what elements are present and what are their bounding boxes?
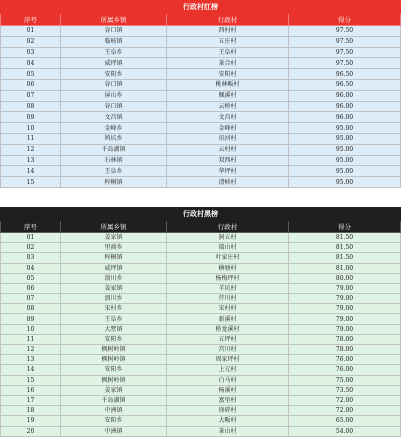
cell-village: 云村村	[167, 144, 289, 155]
cell-score: 95.00	[289, 133, 401, 144]
cell-index: 01	[1, 26, 61, 37]
black-list-header-row	[1, 220, 401, 232]
table-row	[1, 263, 401, 273]
table-row	[1, 123, 401, 134]
cell-score: 72.00	[289, 406, 401, 416]
cell-index: 05	[1, 69, 61, 80]
cell-score: 95.00	[289, 177, 401, 188]
table-row	[1, 133, 401, 144]
cell-index: 18	[1, 406, 61, 416]
cell-village: 白马村	[167, 375, 289, 385]
cell-village: 清峡村	[167, 177, 289, 188]
cell-score: 65.00	[289, 416, 401, 426]
cell-village: 西村村	[167, 26, 289, 37]
cell-score: 95.00	[289, 123, 401, 134]
table-row	[1, 232, 401, 242]
cell-village: 杨梅坪村	[167, 273, 289, 283]
cell-index: 04	[1, 58, 61, 69]
cell-index: 13	[1, 355, 61, 365]
table-row	[1, 334, 401, 344]
cell-village: 茶山村	[167, 426, 289, 436]
cell-index: 13	[1, 155, 61, 166]
table-row	[1, 155, 401, 166]
cell-town: 安阳乡	[61, 334, 167, 344]
cell-score: 81.50	[289, 232, 401, 242]
cell-town: 中洲镇	[61, 406, 167, 416]
cell-village: 瑞山村	[167, 243, 289, 253]
cell-town: 安阳乡	[61, 69, 167, 80]
table-row	[1, 426, 401, 436]
red-list-title: 行政村红榜	[1, 1, 401, 14]
cell-index: 11	[1, 133, 61, 144]
cell-town: 千岛湖镇	[61, 144, 167, 155]
header-village: 行政村	[167, 14, 289, 26]
cell-index: 20	[1, 426, 61, 436]
cell-index: 14	[1, 166, 61, 177]
black-list-table	[0, 207, 401, 437]
table-row	[1, 406, 401, 416]
cell-score: 79.00	[289, 294, 401, 304]
cell-score: 97.50	[289, 58, 401, 69]
cell-index: 02	[1, 243, 61, 253]
table-row	[1, 101, 401, 112]
cell-town: 梓桐镇	[61, 253, 167, 263]
cell-index: 10	[1, 324, 61, 334]
cell-town: 大墅镇	[61, 324, 167, 334]
cell-score: 96.50	[289, 79, 401, 90]
cell-town: 文昌镇	[61, 112, 167, 123]
cell-village: 叶家庄村	[167, 253, 289, 263]
header-score: 得分	[289, 220, 401, 232]
cell-village: 双西村	[167, 155, 289, 166]
cell-town: 浪川乡	[61, 273, 167, 283]
table-row	[1, 324, 401, 334]
cell-town: 姜家镇	[61, 232, 167, 242]
cell-town: 谷口镇	[61, 79, 167, 90]
cell-score: 95.00	[289, 155, 401, 166]
cell-village: 羊坑村	[167, 283, 289, 293]
cell-score: 96.50	[289, 69, 401, 80]
cell-score: 81.00	[289, 263, 401, 273]
cell-town: 王阜乡	[61, 314, 167, 324]
cell-village: 云桥村	[167, 101, 289, 112]
cell-score: 80.00	[289, 273, 401, 283]
cell-score: 78.00	[289, 334, 401, 344]
cell-town: 梓桐镇	[61, 177, 167, 188]
table-row	[1, 47, 401, 58]
table-gap	[0, 188, 400, 207]
cell-village: 宋村村	[167, 304, 289, 314]
cell-village: 上元村	[167, 365, 289, 375]
cell-score: 78.00	[289, 345, 401, 355]
cell-town: 枫树岭镇	[61, 345, 167, 355]
cell-town: 谷口镇	[61, 101, 167, 112]
cell-score: 73.50	[289, 385, 401, 395]
cell-index: 16	[1, 385, 61, 395]
cell-score: 72.00	[289, 395, 401, 405]
cell-town: 安阳乡	[61, 365, 167, 375]
cell-index: 19	[1, 416, 61, 426]
table-row	[1, 69, 401, 80]
cell-index: 09	[1, 112, 61, 123]
cell-index: 09	[1, 314, 61, 324]
cell-score: 95.00	[289, 166, 401, 177]
cell-town: 谷口镇	[61, 26, 167, 37]
table-row	[1, 58, 401, 69]
cell-town: 屏山乡	[61, 90, 167, 101]
header-village: 行政村	[167, 220, 289, 232]
table-row	[1, 304, 401, 314]
cell-town: 威坪镇	[61, 58, 167, 69]
cell-index: 07	[1, 90, 61, 101]
cell-town: 威坪镇	[61, 263, 167, 273]
cell-index: 03	[1, 253, 61, 263]
cell-village: 芹川村	[167, 294, 289, 304]
cell-index: 06	[1, 79, 61, 90]
table-row	[1, 273, 401, 283]
cell-index: 04	[1, 263, 61, 273]
cell-town: 里商乡	[61, 243, 167, 253]
cell-score: 81.50	[289, 253, 401, 263]
cell-town: 鸠坑乡	[61, 133, 167, 144]
cell-town: 枫树岭镇	[61, 375, 167, 385]
black-list-title: 行政村黑榜	[1, 207, 401, 220]
cell-index: 03	[1, 47, 61, 58]
cell-score: 97.50	[289, 47, 401, 58]
table-row	[1, 243, 401, 253]
cell-index: 08	[1, 101, 61, 112]
cell-index: 05	[1, 273, 61, 283]
cell-score: 96.00	[289, 90, 401, 101]
table-row	[1, 375, 401, 385]
table-row	[1, 166, 401, 177]
cell-score: 54.00	[289, 426, 401, 436]
cell-index: 07	[1, 294, 61, 304]
table-row	[1, 177, 401, 188]
cell-village: 文昌村	[167, 112, 289, 123]
table-row	[1, 144, 401, 155]
table-row	[1, 365, 401, 375]
cell-score: 76.00	[289, 365, 401, 375]
cell-village: 徐碎村	[167, 406, 289, 416]
cell-village: 新溪村	[167, 314, 289, 324]
cell-village: 桥龙溪村	[167, 324, 289, 334]
cell-village: 王阜村	[167, 47, 289, 58]
cell-score: 95.00	[289, 144, 401, 155]
cell-town: 枫树岭镇	[61, 355, 167, 365]
cell-town: 王阜乡	[61, 47, 167, 58]
cell-score: 79.00	[289, 283, 401, 293]
cell-village: 五庄村	[167, 36, 289, 47]
cell-village: 安阳村	[167, 69, 289, 80]
header-score: 得分	[289, 14, 401, 26]
cell-score: 97.50	[289, 36, 401, 47]
cell-town: 宋村乡	[61, 304, 167, 314]
cell-village: 佩溪村	[167, 90, 289, 101]
cell-score: 79.00	[289, 304, 401, 314]
table-row	[1, 90, 401, 101]
cell-village: 桃林畈村	[167, 79, 289, 90]
table-row	[1, 112, 401, 123]
cell-village: 洞五村	[167, 232, 289, 242]
black-list-title-row	[1, 207, 401, 220]
cell-town: 临岐镇	[61, 36, 167, 47]
table-row	[1, 253, 401, 263]
cell-score: 79.00	[289, 324, 401, 334]
cell-town: 王阜乡	[61, 166, 167, 177]
cell-index: 11	[1, 334, 61, 344]
cell-index: 02	[1, 36, 61, 47]
cell-town: 浪川乡	[61, 294, 167, 304]
cell-town: 千岛湖镇	[61, 395, 167, 405]
cell-index: 17	[1, 395, 61, 405]
cell-index: 15	[1, 375, 61, 385]
cell-town: 姜家镇	[61, 385, 167, 395]
cell-village: 杨溪村	[167, 385, 289, 395]
cell-village: 周家坪村	[167, 355, 289, 365]
header-town: 所属乡镇	[61, 14, 167, 26]
cell-index: 10	[1, 123, 61, 134]
table-row	[1, 345, 401, 355]
cell-town: 金峰乡	[61, 123, 167, 134]
cell-index: 06	[1, 283, 61, 293]
cell-index: 15	[1, 177, 61, 188]
cell-village: 讯河村	[167, 133, 289, 144]
cell-index: 14	[1, 365, 61, 375]
table-row	[1, 26, 401, 37]
table-row	[1, 355, 401, 365]
table-row	[1, 294, 401, 304]
cell-score: 96.00	[289, 101, 401, 112]
table-row	[1, 79, 401, 90]
cell-score: 96.00	[289, 112, 401, 123]
cell-score: 79.00	[289, 314, 401, 324]
cell-index: 12	[1, 345, 61, 355]
cell-village: 横塘村	[167, 263, 289, 273]
cell-index: 01	[1, 232, 61, 242]
cell-village: 华坪村	[167, 166, 289, 177]
red-list-title-row	[1, 1, 401, 14]
header-index: 序号	[1, 14, 61, 26]
table-row	[1, 416, 401, 426]
red-list-table	[0, 0, 401, 188]
table-row	[1, 385, 401, 395]
table-row	[1, 283, 401, 293]
cell-town: 中洲镇	[61, 426, 167, 436]
cell-index: 12	[1, 144, 61, 155]
cell-index: 08	[1, 304, 61, 314]
cell-town: 姜家镇	[61, 283, 167, 293]
cell-town: 石林镇	[61, 155, 167, 166]
cell-score: 76.00	[289, 355, 401, 365]
header-town: 所属乡镇	[61, 220, 167, 232]
red-list-header-row	[1, 14, 401, 26]
cell-score: 75.00	[289, 375, 401, 385]
table-row	[1, 395, 401, 405]
cell-village: 五坪村	[167, 334, 289, 344]
table-row	[1, 36, 401, 47]
cell-village: 富里村	[167, 395, 289, 405]
header-index: 序号	[1, 220, 61, 232]
table-row	[1, 314, 401, 324]
cell-town: 安阳乡	[61, 416, 167, 426]
cell-village: 茶合村	[167, 58, 289, 69]
cell-village: 宫川村	[167, 345, 289, 355]
cell-score: 97.50	[289, 26, 401, 37]
cell-village: 大畈村	[167, 416, 289, 426]
cell-village: 金峰村	[167, 123, 289, 134]
cell-score: 81.50	[289, 243, 401, 253]
